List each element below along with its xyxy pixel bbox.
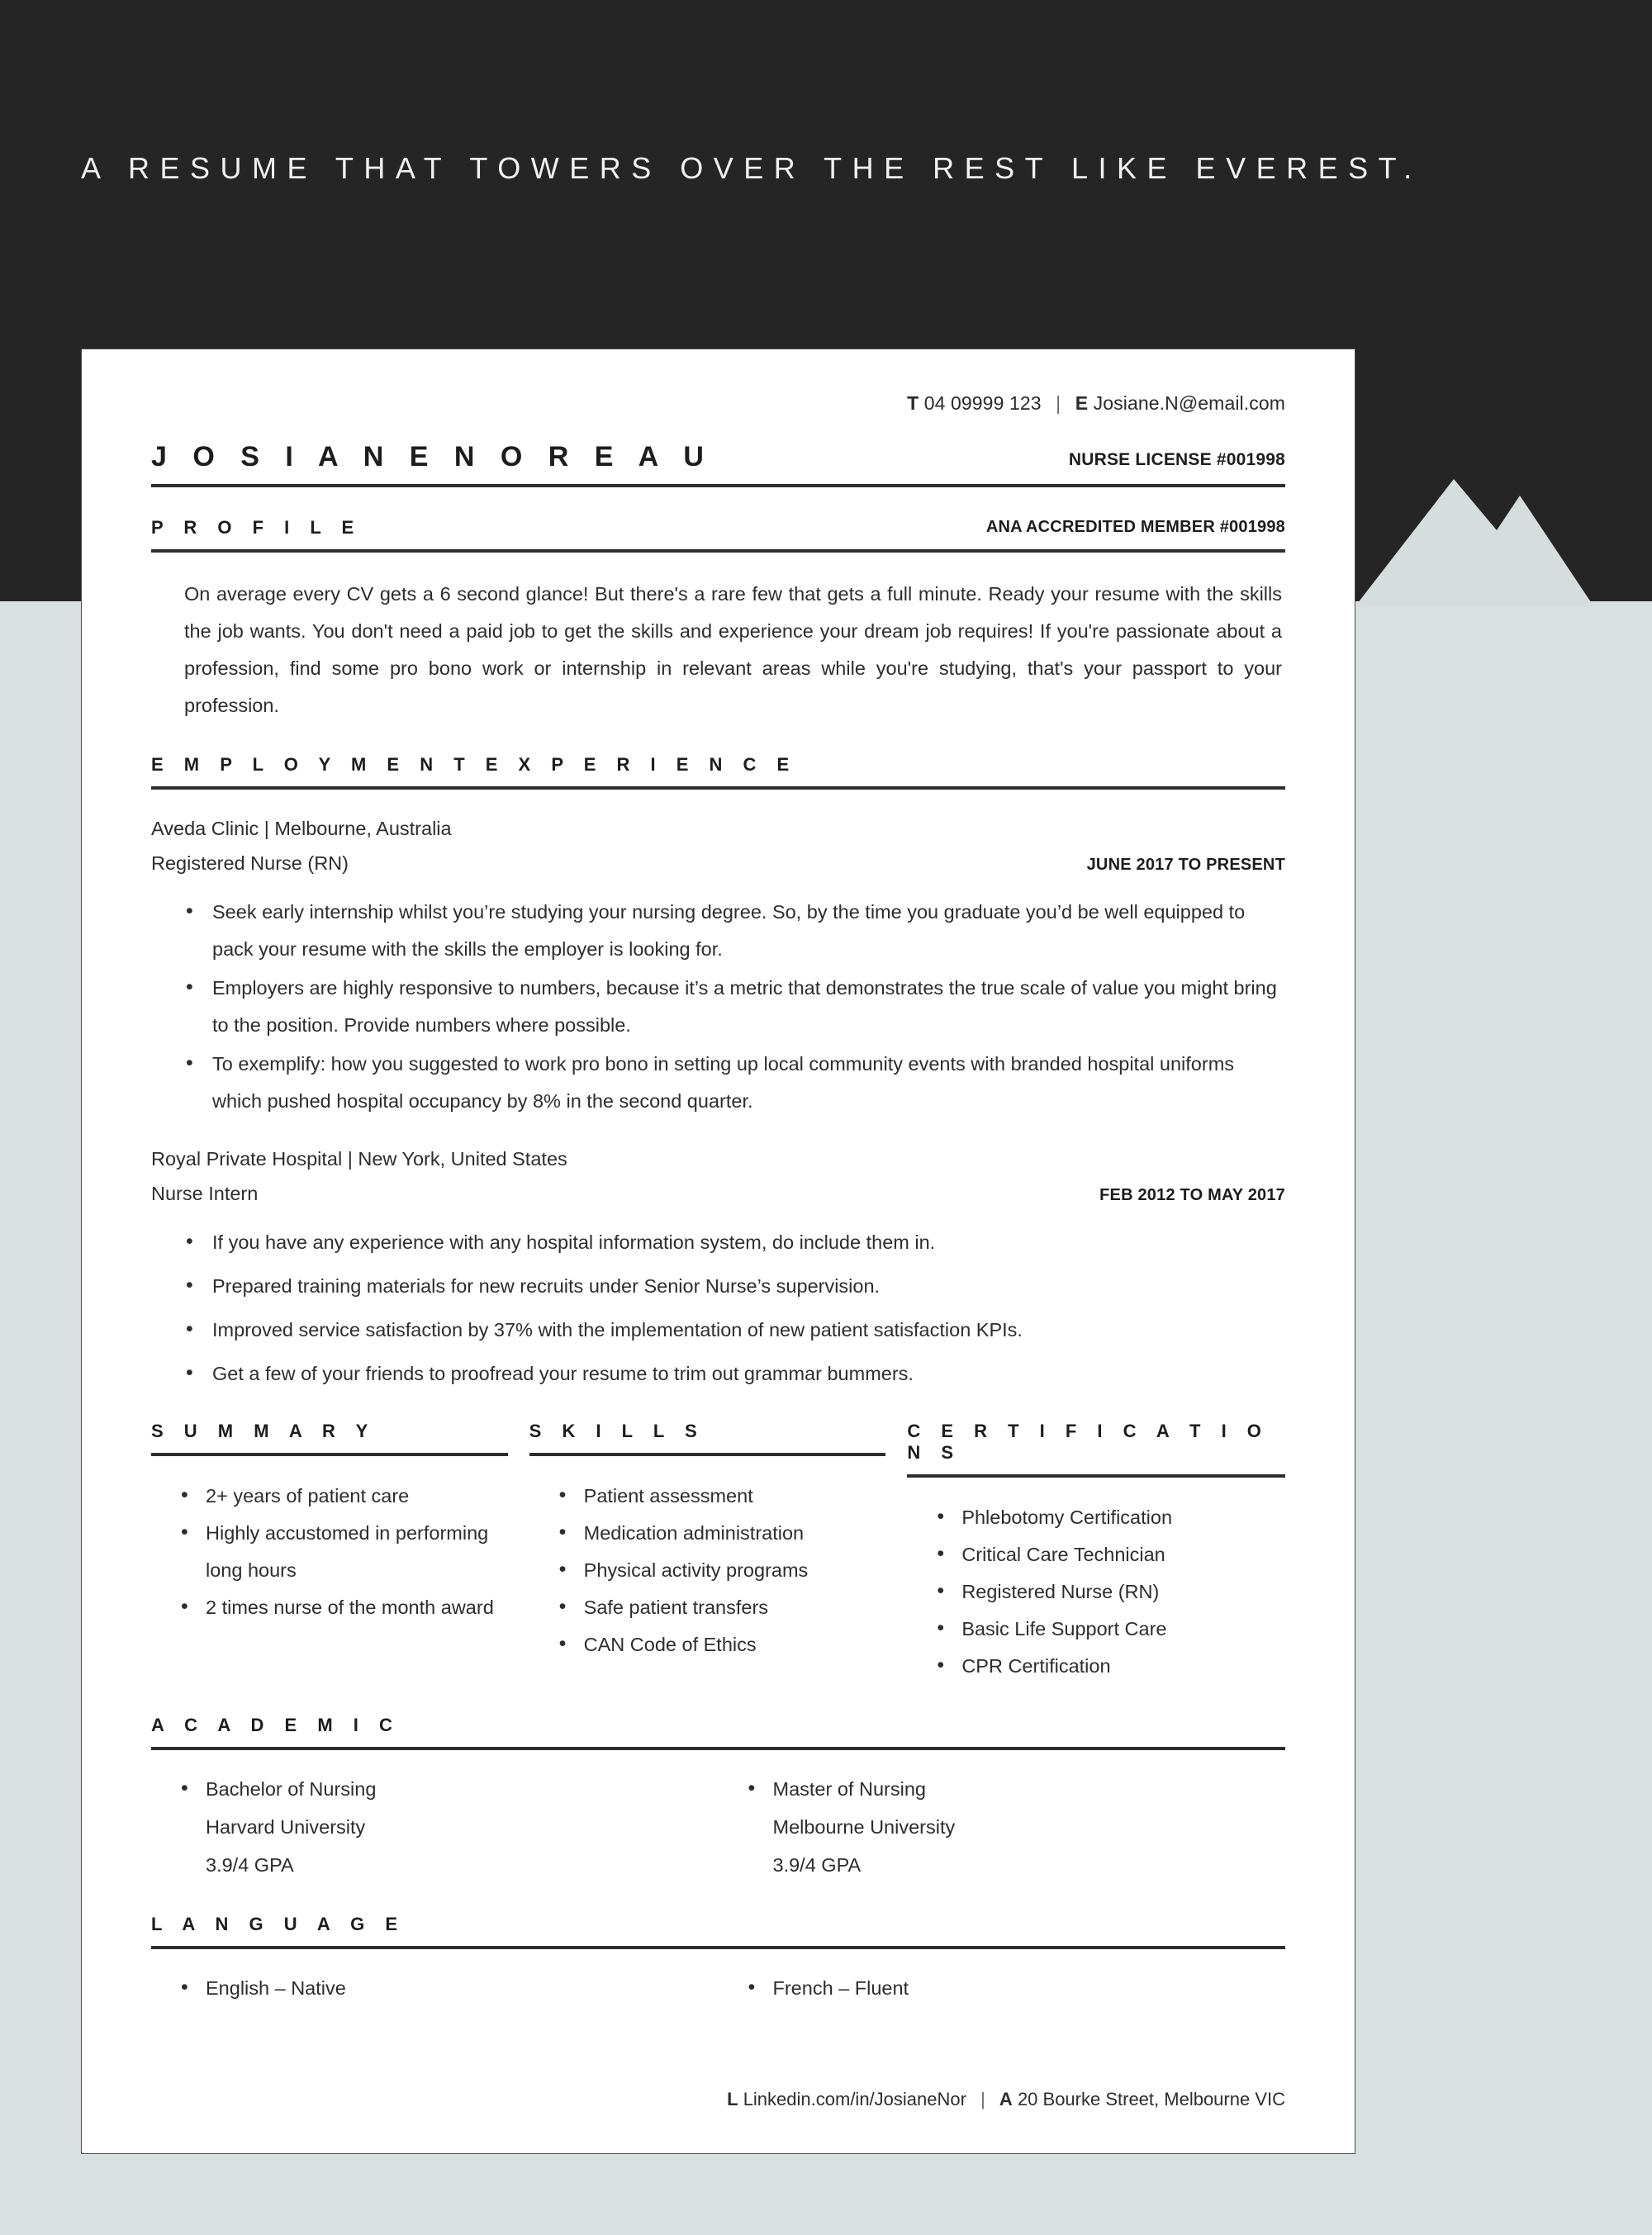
certifications-item: • Critical Care Technician xyxy=(907,1536,1285,1573)
linkedin-label: L xyxy=(727,2089,738,2109)
job-organization: Aveda Clinic | Melbourne, Australia xyxy=(151,818,452,839)
skills-item: • Medication administration xyxy=(529,1515,886,1552)
language-entry-1 xyxy=(151,1969,719,2007)
job-role: Nurse Intern xyxy=(151,1183,259,1204)
employment-title: E M P L O Y M E N T E X P E R I E N C E xyxy=(151,754,797,775)
profile-body: On average every CV gets a 6 second glance! But there's a rare few that gets a full minute. Ready your resume with the skills the job wants. You don't need a paid job to get the skills and experience your dream job requires! If you're passionate about a profession, find some pro bono work or internship in relevant areas while you're studying, that's your passport to your profession. xyxy=(184,583,1282,716)
profile-title: P R O F I L E xyxy=(151,517,362,538)
academic-item xyxy=(151,1770,719,1884)
certifications-item: • Phlebotomy Certification xyxy=(907,1499,1285,1536)
academic-entry-2 xyxy=(719,1770,1286,1884)
certifications-column xyxy=(907,1421,1285,1685)
skills-list xyxy=(529,1478,886,1663)
academic-divider xyxy=(151,1747,1285,1750)
job-role-row xyxy=(151,846,1285,882)
academic-gpa: 3.9/4 GPA xyxy=(772,1854,862,1876)
employment-section xyxy=(151,754,1285,1393)
language-section xyxy=(151,1914,1285,2007)
contact-line xyxy=(151,392,1285,415)
skills-title: S K I L L S xyxy=(529,1421,705,1441)
certifications-list xyxy=(907,1499,1285,1685)
summary-list xyxy=(151,1478,508,1626)
job-bullet-list xyxy=(151,894,1285,1120)
name-row xyxy=(151,441,1285,473)
phone-value: 04 09999 123 xyxy=(923,392,1042,414)
language-entry-2 xyxy=(719,1969,1286,2007)
ana-member-badge: ANA ACCREDITED MEMBER #001998 xyxy=(985,518,1285,536)
employment-divider xyxy=(151,786,1285,790)
language-item: • English – Native xyxy=(151,1969,719,2007)
three-column-section xyxy=(151,1421,1285,1685)
summary-item: • 2+ years of patient care xyxy=(151,1478,508,1515)
job-bullet: • Get a few of your friends to proofread your resume to trim out grammar bummers. xyxy=(151,1355,1285,1393)
resume-card xyxy=(81,349,1355,2154)
skills-item: • CAN Code of Ethics xyxy=(529,1626,886,1663)
academic-school: Melbourne University xyxy=(772,1816,956,1838)
employment-header xyxy=(151,754,1285,776)
language-list xyxy=(719,1969,1286,2007)
summary-column xyxy=(151,1421,529,1685)
skills-divider xyxy=(529,1453,886,1456)
profile-section xyxy=(151,517,1285,724)
nurse-license-badge: NURSE LICENSE #001998 xyxy=(1068,450,1285,469)
job-bullet-list xyxy=(151,1224,1285,1393)
summary-title: S U M M A R Y xyxy=(151,1421,376,1441)
job-role-row xyxy=(151,1176,1285,1212)
linkedin-value[interactable]: Linkedin.com/in/JosianeNor xyxy=(743,2089,966,2109)
language-title: L A N G U A G E xyxy=(151,1914,406,1934)
card-footer xyxy=(151,2089,1285,2110)
certifications-item: • Basic Life Support Care xyxy=(907,1611,1285,1648)
academic-degree: • Bachelor of Nursing xyxy=(206,1778,377,1800)
email-label: E xyxy=(1075,392,1089,414)
address-value: 20 Bourke Street, Melbourne VIC xyxy=(1017,2089,1285,2109)
language-columns xyxy=(151,1969,1285,2007)
language-list xyxy=(151,1969,719,2007)
summary-item: • Highly accustomed in performing long hours xyxy=(151,1515,508,1589)
job-bullet: • Seek early internship whilst you’re studying your nursing degree. So, by the time you graduate you’d be well equipped to pack your resume with the skills the employer is looking for. xyxy=(151,894,1285,968)
page-headline: A RESUME THAT TOWERS OVER THE REST LIKE EVEREST. xyxy=(81,151,1422,185)
academic-header xyxy=(151,1715,1285,1736)
language-header xyxy=(151,1914,1285,1935)
job-entry-2 xyxy=(151,1141,1285,1393)
academic-degree: • Master of Nursing xyxy=(772,1778,926,1800)
job-bullet: • Employers are highly responsive to numbers, because it’s a metric that demonstrates the true scale of value you might bring to the position. Provide numbers where possible. xyxy=(151,970,1285,1044)
profile-divider xyxy=(151,549,1285,553)
candidate-name: J O S I A N E N O R E A U xyxy=(151,441,713,472)
academic-list xyxy=(719,1770,1286,1884)
academic-gpa: 3.9/4 GPA xyxy=(206,1854,294,1876)
job-organization: Royal Private Hospital | New York, United States xyxy=(151,1148,567,1170)
job-dates: JUNE 2017 TO PRESENT xyxy=(1086,856,1285,874)
job-bullet: • To exemplify: how you suggested to work pro bono in setting up local community events with branded hospital uniforms which pushed hospital occupancy by 8% in the second quarter. xyxy=(151,1046,1285,1120)
job-dates: FEB 2012 TO MAY 2017 xyxy=(1099,1186,1285,1204)
footer-divider: | xyxy=(980,2089,985,2109)
certifications-item: • CPR Certification xyxy=(907,1648,1285,1685)
academic-item xyxy=(719,1770,1286,1884)
certifications-divider xyxy=(907,1474,1285,1478)
academic-list xyxy=(151,1770,719,1884)
summary-item: • 2 times nurse of the month award xyxy=(151,1589,508,1626)
address-label: A xyxy=(999,2089,1013,2109)
email-value: Josiane.N@email.com xyxy=(1093,392,1285,414)
skills-item: • Patient assessment xyxy=(529,1478,886,1515)
academic-entry-1 xyxy=(151,1770,719,1884)
job-bullet: • Prepared training materials for new recruits under Senior Nurse’s supervision. xyxy=(151,1268,1285,1305)
skills-item: • Physical activity programs xyxy=(529,1552,886,1589)
academic-section xyxy=(151,1715,1285,1884)
job-entry-1 xyxy=(151,811,1285,1120)
language-divider xyxy=(151,1946,1285,1949)
phone-label: T xyxy=(907,392,919,414)
summary-divider xyxy=(151,1453,508,1456)
skills-item: • Safe patient transfers xyxy=(529,1589,886,1626)
certifications-item: • Registered Nurse (RN) xyxy=(907,1573,1285,1611)
job-bullet: • If you have any experience with any hospital information system, do include them in. xyxy=(151,1224,1285,1261)
profile-header xyxy=(151,517,1285,539)
name-divider xyxy=(151,484,1285,487)
academic-school: Harvard University xyxy=(206,1816,366,1838)
academic-columns xyxy=(151,1770,1285,1884)
contact-divider: | xyxy=(1056,392,1061,414)
skills-column xyxy=(529,1421,908,1685)
job-bullet: • Improved service satisfaction by 37% with the implementation of new patient satisfaction KPIs. xyxy=(151,1312,1285,1349)
language-item: • French – Fluent xyxy=(719,1969,1286,2007)
certifications-title: C E R T I F I C A T I O N S xyxy=(907,1421,1270,1463)
academic-title: A C A D E M I C xyxy=(151,1715,401,1735)
job-role: Registered Nurse (RN) xyxy=(151,852,349,874)
mountain-graphic xyxy=(1355,463,1652,607)
